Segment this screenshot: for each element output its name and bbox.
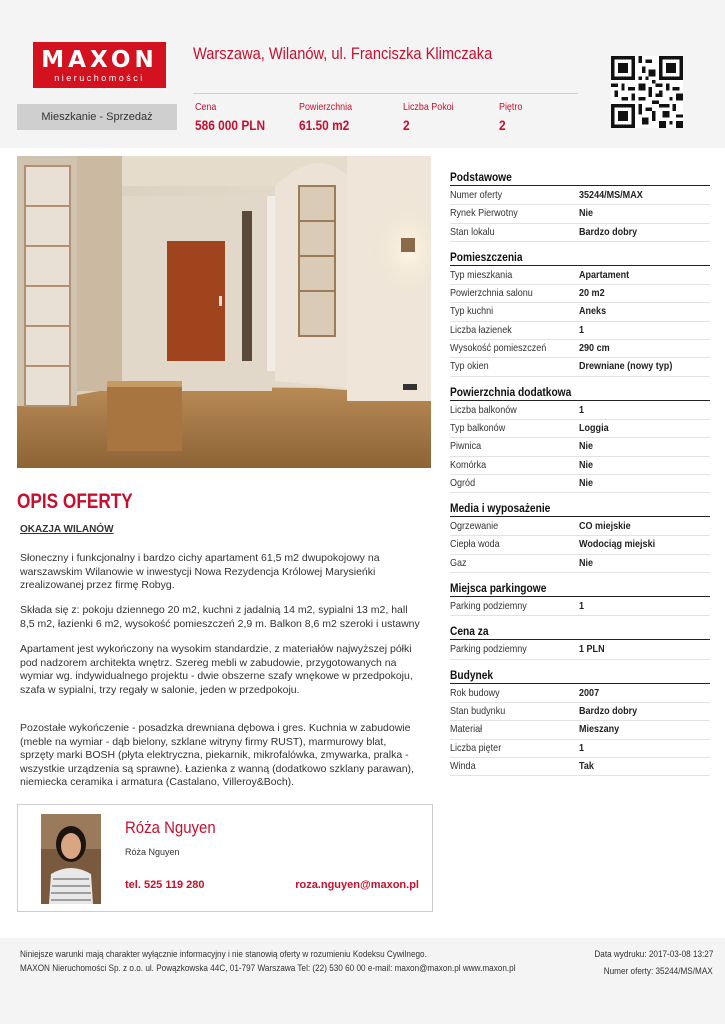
stat-value: 586 000 PLN (195, 117, 266, 133)
detail-row (450, 475, 710, 493)
detail-key: Liczba balkonów (450, 403, 517, 416)
detail-value: Tak (579, 759, 594, 772)
agent-subname: Róża Nguyen (125, 847, 180, 857)
detail-key: Parking podziemny (450, 643, 527, 656)
detail-key: Numer oferty (450, 189, 503, 201)
description-paragraph: Apartament jest wykończony na wysokim standardzie, z materiałów najwyższej półki pod nadzorem architekta wnętrz. Szereg mebli w zabudowie, przygotowanych na wymiar wg. indywidualnego projektu - dwie obszerne szafy wnękowe w przedpokoju, szafa w sypialni, trzy regały w salonie, jeden w przedpokoju. (20, 643, 413, 696)
detail-key: Liczba łazienek (450, 323, 512, 336)
detail-value: Apartament (579, 268, 630, 281)
detail-value: 20 m2 (579, 287, 605, 300)
stat-label: Liczba Pokoi (403, 101, 454, 113)
detail-row (450, 685, 710, 703)
detail-key: Materiał (450, 723, 483, 736)
description-paragraph: Składa się z: pokoju dziennego 20 m2, kuchni z jadalnią 14 m2, sypialni 13 m2, hall 8,5 m2, łazienki 6 m2, wysokość pomieszczeń 2,9 m. Balkon 8,6 m2 szeroki i ustawny (20, 604, 420, 630)
section-title-parking: Miejsca parkingowe (450, 581, 710, 597)
detail-value: Nie (579, 440, 594, 453)
title-divider (193, 93, 578, 94)
detail-key: Stan budynku (450, 704, 506, 717)
detail-value: 290 cm (579, 342, 610, 355)
stat-label: Powierzchnia (299, 101, 353, 113)
detail-row (450, 598, 710, 616)
description-paragraph: Pozostałe wykończenie - posadzka drewniana dębowa i gres. Kuchnia w zabudowie (meble na wymiar - dąb bielony, szklane witryny firmy RUST), marmurowy blat, sprzęty marki BOSH (płyta elektryczna, piekarnik, mikrofalówka, zmywarka, pralka - wszystkie urządzenia są sprawne). Łazienka z wanną (dodatkowo szklany parawan), niemiecka ceramika i armatura (Castalano, Villeroy&Boch). (20, 722, 414, 788)
section-title-media: Media i wyposażenie (450, 501, 710, 517)
detail-value: Loggia (579, 421, 609, 434)
detail-key: Winda (450, 759, 476, 772)
detail-key: Piwnica (450, 440, 482, 453)
detail-value: Bardzo dobry (579, 225, 638, 238)
section-title-price-for: Cena za (450, 624, 710, 640)
detail-row (450, 402, 710, 420)
detail-key: Ogród (450, 476, 476, 489)
detail-key: Rynek Pierwotny (450, 207, 518, 220)
detail-row (450, 420, 710, 438)
property-details (450, 170, 710, 776)
detail-value: Nie (579, 207, 594, 220)
agent-card (17, 804, 433, 912)
detail-value: 1 (579, 403, 585, 416)
detail-key: Liczba pięter (450, 741, 502, 754)
stat-area (299, 101, 361, 133)
stat-value: 2 (499, 117, 506, 133)
detail-key: Komórka (450, 458, 487, 471)
detail-value: Drewniane (nowy typ) (579, 360, 673, 373)
detail-key: Wysokość pomieszczeń (450, 342, 547, 355)
detail-row (450, 187, 710, 205)
detail-key: Typ kuchni (450, 305, 494, 318)
detail-key: Gaz (450, 556, 467, 569)
stat-value: 2 (403, 117, 410, 133)
offer-subheading: OKAZJA WILANÓW (20, 524, 114, 535)
detail-row (450, 740, 710, 758)
detail-value: Nie (579, 476, 594, 489)
detail-value: CO miejskie (579, 520, 631, 533)
section-title-rooms: Pomieszczenia (450, 250, 710, 266)
stat-floor (499, 101, 526, 133)
footer-offer-number: Numer oferty: 35244/MS/MAX (604, 966, 713, 977)
detail-row (450, 721, 710, 739)
detail-value: 1 (579, 600, 585, 613)
agent-avatar (41, 814, 101, 904)
maxon-logo[interactable] (33, 42, 166, 88)
detail-key: Typ balkonów (450, 421, 506, 434)
detail-row (450, 358, 710, 376)
detail-row (450, 340, 710, 358)
detail-value: Mieszany (579, 723, 620, 736)
section-title-basic: Podstawowe (450, 170, 710, 186)
qr-code-icon[interactable] (611, 56, 683, 128)
detail-key: Stan lokalu (450, 225, 495, 238)
stat-label: Cena (195, 101, 217, 113)
detail-key: Typ okien (450, 360, 489, 373)
detail-key: Rok budowy (450, 686, 500, 699)
detail-value: 1 (579, 323, 585, 336)
detail-key: Ciepła woda (450, 538, 500, 551)
agent-name: Róża Nguyen (125, 818, 216, 837)
detail-row (450, 303, 710, 321)
detail-row (450, 518, 710, 536)
stat-rooms (403, 101, 463, 133)
detail-row (450, 267, 710, 285)
detail-row (450, 758, 710, 776)
description-paragraph: Słoneczny i funkcjonalny i bardzo cichy apartament 61,5 m2 dwupokojowy na warszawskim Wilanowie w inwestycji Nowa Rezydencja Królowej Marysieńki zrealizowanej przez firmę Robyg. (20, 552, 380, 591)
detail-key: Parking podziemny (450, 600, 527, 613)
agent-phone-link[interactable]: tel. 525 119 280 (125, 879, 205, 891)
detail-row (450, 322, 710, 340)
listing-type-badge: Mieszkanie - Sprzedaż (17, 104, 177, 130)
header (0, 0, 725, 148)
detail-row (450, 555, 710, 573)
detail-row (450, 703, 710, 721)
detail-row (450, 285, 710, 303)
agent-email-link[interactable]: roza.nguyen@maxon.pl (295, 879, 419, 891)
section-title-building: Budynek (450, 668, 710, 684)
detail-value: Nie (579, 458, 594, 471)
detail-value: 1 (579, 741, 585, 754)
detail-row (450, 457, 710, 475)
detail-key: Typ mieszkania (450, 268, 513, 281)
footer-company-contact: MAXON Nieruchomości Sp. z o.o. ul. Powązkowska 44C, 01-797 Warszawa Tel: (22) 530 60 00 e-mail: maxon@maxon.pl www.maxon.pl (20, 963, 516, 974)
section-title-extra-area: Powierzchnia dodatkowa (450, 385, 710, 401)
detail-row (450, 224, 710, 242)
detail-value: Aneks (579, 305, 607, 318)
stat-value: 61.50 m2 (299, 117, 350, 133)
detail-row (450, 536, 710, 554)
offer-description-heading: OPIS OFERTY (17, 490, 133, 513)
detail-value: Nie (579, 556, 594, 569)
detail-key: Powierzchnia salonu (450, 287, 533, 300)
print-date: Data wydruku: 2017-03-08 13:27 (593, 949, 713, 960)
detail-key: Ogrzewanie (450, 520, 499, 533)
logo-brand: MAXON (41, 47, 158, 73)
detail-row (450, 438, 710, 456)
detail-row (450, 641, 710, 659)
stat-price (195, 101, 278, 133)
detail-value: Wodociąg miejski (579, 538, 656, 551)
detail-value: 1 PLN (579, 643, 605, 656)
logo-subtitle: nieruchomości (54, 73, 145, 83)
detail-value: 2007 (579, 686, 600, 699)
property-address-title: Warszawa, Wilanów, ul. Franciszka Klimczaka (193, 44, 493, 63)
footer-disclaimer: Niniejsze warunki mają charakter wyłącznie informacyjny i nie stanowią oferty w rozumieniu Kodeksu Cywilnego. (20, 949, 427, 960)
property-photo[interactable] (17, 156, 431, 468)
detail-value: 35244/MS/MAX (579, 189, 643, 201)
stat-label: Piętro (499, 101, 523, 113)
detail-value: Bardzo dobry (579, 704, 638, 717)
detail-row (450, 205, 710, 223)
footer (0, 938, 725, 1024)
